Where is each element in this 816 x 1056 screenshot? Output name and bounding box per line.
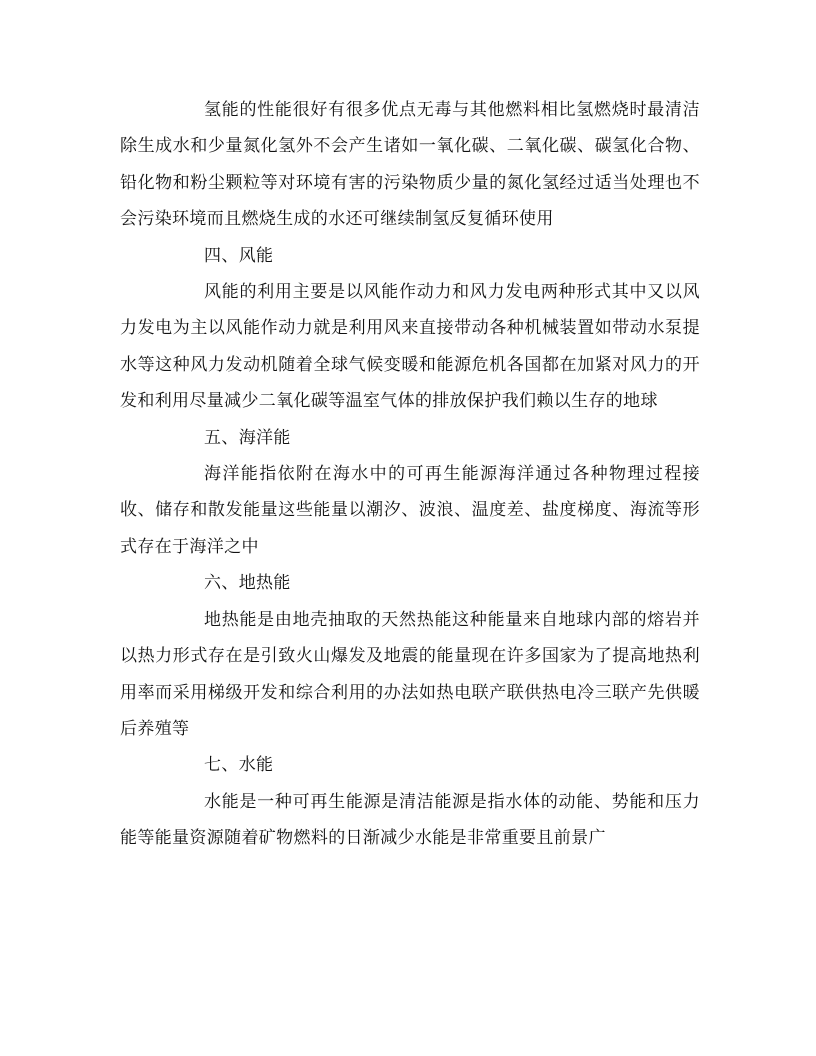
heading-geothermal-energy: 六、地热能: [204, 573, 291, 594]
heading-ocean-energy: 五、海洋能: [204, 427, 291, 448]
paragraph-hydrogen-energy: 氢能的性能很好有很多优点无毒与其他燃料相比氢燃烧时最清洁除生成水和少量氮化氢外不会产生诸如一氧化碳、二氧化碳、碳氢化合物、铅化物和粉尘颗粒等对环境有害的污染物质少量的氮化氢经过适当处理也不会污染环境而且燃烧生成的水还可继续制氢反复循环使用: [120, 100, 700, 230]
paragraph-hydro-energy: 水能是一种可再生能源是清洁能源是指水体的动能、势能和压力能等能量资源随着矿物燃料的日渐减少水能是非常重要且前景广: [120, 791, 700, 849]
paragraph-geothermal-energy: 地热能是由地壳抽取的天然热能这种能量来自地球内部的熔岩并以热力形式存在是引致火山爆发及地震的能量现在许多国家为了提高地热利用率而采用梯级开发和综合利用的办法如热电联产联供热电冷三联产先供暖后养殖等: [120, 609, 700, 739]
heading-hydro-energy: 七、水能: [204, 755, 274, 776]
document-body: [120, 92, 700, 857]
heading-wind-energy: 四、风能: [204, 245, 274, 266]
paragraph-ocean-energy: 海洋能指依附在海水中的可再生能源海洋通过各种物理过程接收、储存和散发能量这些能量以潮汐、波浪、温度差、盐度梯度、海流等形式存在于海洋之中: [120, 464, 700, 557]
paragraph-wind-energy: 风能的利用主要是以风能作动力和风力发电两种形式其中又以风力发电为主以风能作动力就是利用风来直接带动各种机械装置如带动水泵提水等这种风力发动机随着全球气候变暖和能源危机各国都在加紧对风力的开发和利用尽量减少二氧化碳等温室气体的排放保护我们赖以生存的地球: [120, 282, 700, 412]
